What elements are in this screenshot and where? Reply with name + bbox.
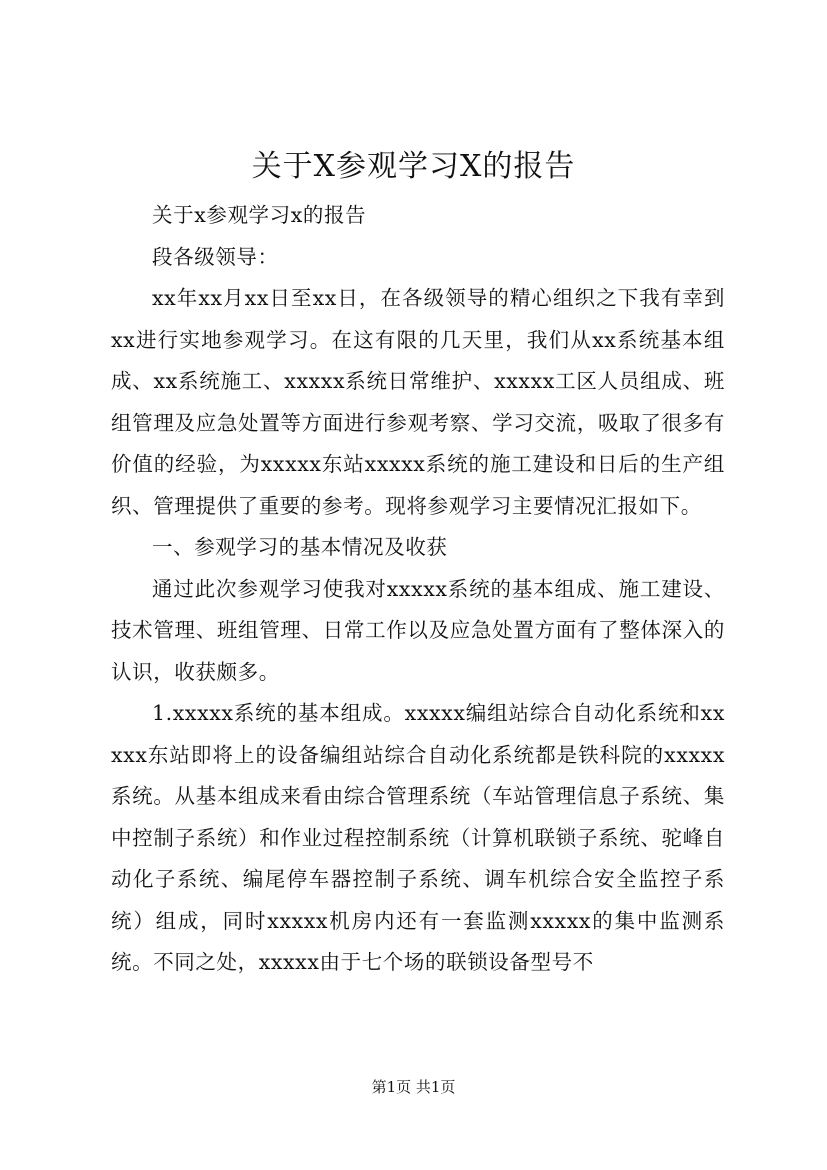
paragraph-subtitle: 关于x参观学习x的报告 bbox=[152, 203, 367, 227]
document-title: 关于X参观学习X的报告 bbox=[251, 149, 576, 184]
paragraph-summary: 通过此次参观学习使我对xxxxx系统的基本组成、施工建设、技术管理、班组管理、日常工作以及应急处置方面有了整体深入的认识，收获颇多。 bbox=[111, 576, 725, 684]
paragraph-salutation: 段各级领导： bbox=[152, 244, 279, 269]
section-heading: 一、参观学习的基本情况及收获 bbox=[152, 535, 448, 559]
page-footer: 第1页 共1页 bbox=[371, 1078, 456, 1096]
document-body bbox=[111, 195, 725, 984]
paragraph-system-composition: 1.xxxxx系统的基本组成。xxxxx编组站综合自动化系统和xxxxx东站即将上的设备编组站综合自动化系统都是铁科院的xxxxx系统。从基本组成来看由综合管理系统（车站管理信息子系统、集中控制子系统）和作业过程控制系统（计算机联锁子系统、驼峰自动化子系统、编尾停车器控制子系统、调车机综合安全监控子系统）组成，同时xxxxx机房内还有一套监测xxxxx的集中监测系统。不同之处，xxxxx由于七个场的联锁设备型号不 bbox=[111, 701, 725, 974]
paragraph-intro: xx年xx月xx日至xx日，在各级领导的精心组织之下我有幸到xx进行实地参观学习。在这有限的几天里，我们从xx系统基本组成、xx系统施工、xxxxx系统日常维护、xxxxx工区人员组成、班组管理及应急处置等方面进行参观考察、学习交流，吸取了很多有价值的经验，为xxxxx东站xxxxx系统的施工建设和日后的生产组织、管理提供了重要的参考。现将参观学习主要情况汇报如下。 bbox=[111, 286, 725, 518]
